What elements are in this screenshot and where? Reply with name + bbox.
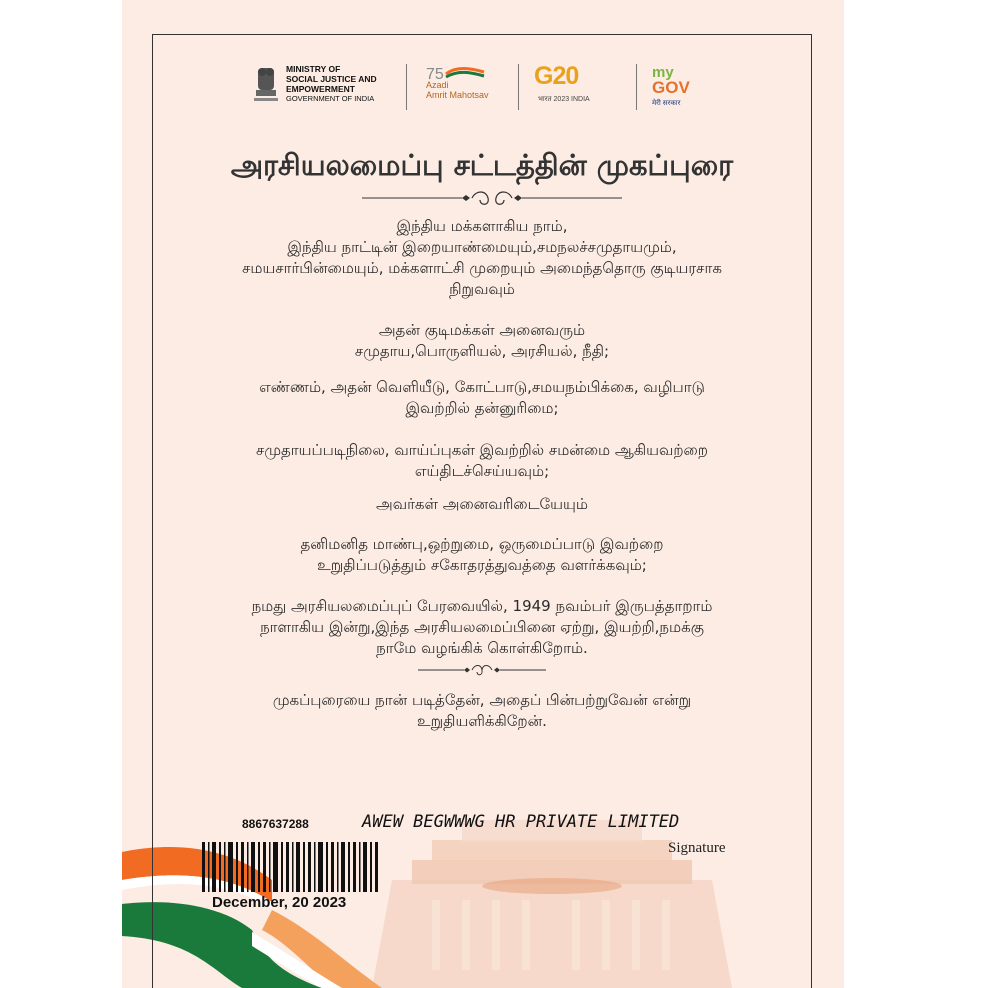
text-line: நமது அரசியலமைப்புப் பேரவையில், 1949 நவம்பர் இருபத்தாறாம் [251, 597, 713, 615]
text-line: சமுதாயப்படிநிலை, வாய்ப்புகள் இவற்றில் சமன்மை ஆகியவற்றை [256, 441, 708, 459]
text-line: இவற்றில் தன்னுரிமை; [405, 399, 559, 417]
ministry-line1: MINISTRY OF [286, 64, 341, 74]
title-ornament-divider [362, 186, 622, 210]
ministry-logo [252, 62, 402, 112]
page-title: அரசியலமைப்பு சட்டத்தின் முகப்புரை [230, 148, 734, 182]
logo-divider [636, 64, 637, 110]
mygov-my: my [652, 64, 674, 81]
text-line: தனிமனித மாண்பு,ஒற்றுமை, ஒருமைப்பாடு இவற்றை [300, 535, 664, 553]
preamble-paragraph-5 [182, 494, 782, 515]
certificate-sheet [122, 0, 844, 988]
g20-logo [534, 62, 624, 112]
logo-bar [252, 62, 722, 112]
phone-number: 8867637288 [242, 817, 309, 831]
text-line: இந்திய நாட்டின் இறையாண்மையும்,சமநலச்சமுதாயமும், [287, 238, 677, 256]
azadi-logo [424, 62, 504, 112]
preamble-paragraph-7 [182, 596, 782, 659]
pledge-paragraph [182, 690, 782, 732]
text-line: சமுதாய,பொருளியல், அரசியல், நீதி; [354, 342, 610, 360]
text-line: உறுதிப்படுத்தும் சகோதரத்துவத்தை வளர்க்கவும்; [317, 556, 647, 574]
text-line: சமயசார்பின்மையும், மக்களாட்சி முறையும் அமைந்ததொரு குடியரசாக [242, 259, 722, 277]
logo-divider [518, 64, 519, 110]
azadi-line2: Amrit Mahotsav [426, 90, 489, 100]
g20-label: G20 [534, 62, 579, 90]
barcode-image [202, 842, 382, 892]
text-line: இந்திய மக்களாகிய நாம், [396, 217, 568, 235]
preamble-paragraph-3 [182, 377, 782, 419]
text-line: முகப்புரையை நான் படித்தேன், அதைப் பின்பற்றுவேன் என்று [272, 691, 692, 709]
text-line: நாளாகிய இன்று,இந்த அரசியலமைப்பினை ஏற்று, இயற்றி,நமக்கு [260, 618, 704, 636]
text-line: அவர்கள் அனைவரிடையேயும் [376, 495, 588, 513]
svg-text:75: 75 [426, 66, 444, 82]
preamble-paragraph-6 [182, 534, 782, 576]
ministry-line4: GOVERNMENT OF INDIA [286, 94, 375, 103]
text-line: எண்ணம், அதன் வெளியீடு, கோட்பாடு,சமயநம்பிக்கை, வழிபாடு [259, 378, 705, 396]
emblem-icon [252, 64, 280, 108]
text-line: உறுதியளிக்கிறேன். [417, 712, 547, 730]
preamble-paragraph-2 [182, 320, 782, 362]
logo-divider [406, 64, 407, 110]
signature-company-name: AWEW BEGWWWG HR PRIVATE LIMITED [362, 812, 680, 832]
azadi-line1: Azadi [426, 80, 449, 90]
g20-subtitle: भारत 2023 INDIA [538, 96, 590, 103]
text-line: அதன் குடிமக்கள் அனைவரும் [378, 321, 586, 339]
signature-label: Signature [668, 840, 726, 856]
section-ornament-divider [418, 660, 546, 680]
mygov-gov: GOV [652, 78, 690, 97]
mygov-logo [648, 62, 718, 112]
ministry-line2: SOCIAL JUSTICE AND [286, 74, 377, 84]
text-line: நிறுவவும் [449, 280, 515, 298]
text-line: எய்திடச்செய்யவும்; [414, 462, 550, 480]
mygov-subtitle: मेरी सरकार [652, 100, 681, 107]
certificate-date: December, 20 2023 [212, 894, 347, 911]
ministry-line3: EMPOWERMENT [286, 84, 355, 94]
preamble-paragraph-1 [182, 216, 782, 300]
text-line: நாமே வழங்கிக் கொள்கிறோம். [376, 639, 588, 657]
preamble-paragraph-4 [182, 440, 782, 482]
